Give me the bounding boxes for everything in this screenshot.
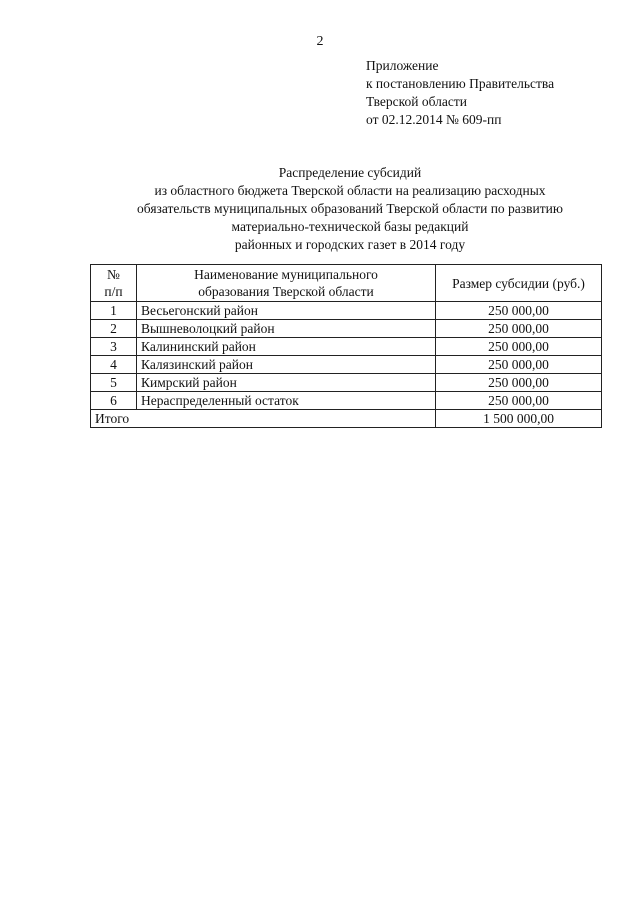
title-line: Распределение субсидий [278,165,422,180]
row-name: Вышневолоцкий район [137,320,436,338]
table-row [91,356,602,374]
row-name: Калининский район [137,338,436,356]
total-label: Итого [91,410,436,428]
row-num: 2 [91,320,137,338]
row-amount: 250 000,00 [436,374,602,392]
table-header-row [91,265,602,302]
appendix-line: Тверской области [366,94,467,109]
row-name: Нераспределенный остаток [137,392,436,410]
title-line: обязательств муниципальных образований Тверской области по развитию [137,201,563,216]
table-row [91,320,602,338]
table-row [91,392,602,410]
row-amount: 250 000,00 [436,320,602,338]
appendix-line: от 02.12.2014 № 609-пп [366,112,502,127]
row-num: 1 [91,302,137,320]
row-amount: 250 000,00 [436,392,602,410]
row-amount: 250 000,00 [436,302,602,320]
header-name-line2: образования Тверской области [198,284,374,299]
header-amount: Размер субсидии (руб.) [436,265,602,302]
appendix-line: Приложение [366,58,439,73]
header-name-line1: Наименование муниципального [194,267,378,282]
title-line: районных и городских газет в 2014 году [234,237,466,252]
header-num-line1: № [107,267,120,282]
row-amount: 250 000,00 [436,356,602,374]
header-num-line2: п/п [104,284,123,299]
title-line: из областного бюджета Тверской области на реализацию расходных [154,183,546,198]
header-num [91,265,137,302]
row-amount: 250 000,00 [436,338,602,356]
row-name: Весьегонский район [137,302,436,320]
row-num: 5 [91,374,137,392]
total-amount: 1 500 000,00 [436,410,602,428]
subsidy-table [90,264,602,428]
row-name: Кимрский район [137,374,436,392]
row-name: Калязинский район [137,356,436,374]
header-name [137,265,436,302]
appendix-line: к постановлению Правительства [366,76,555,91]
page-number: 2 [316,34,324,49]
row-num: 4 [91,356,137,374]
title-line: материально-технической базы редакций [231,219,469,234]
row-num: 3 [91,338,137,356]
appendix-block [366,57,554,129]
row-num: 6 [91,392,137,410]
table-row [91,374,602,392]
document-title [60,164,640,254]
table-total-row [91,410,602,428]
table-row [91,302,602,320]
table-row [91,338,602,356]
